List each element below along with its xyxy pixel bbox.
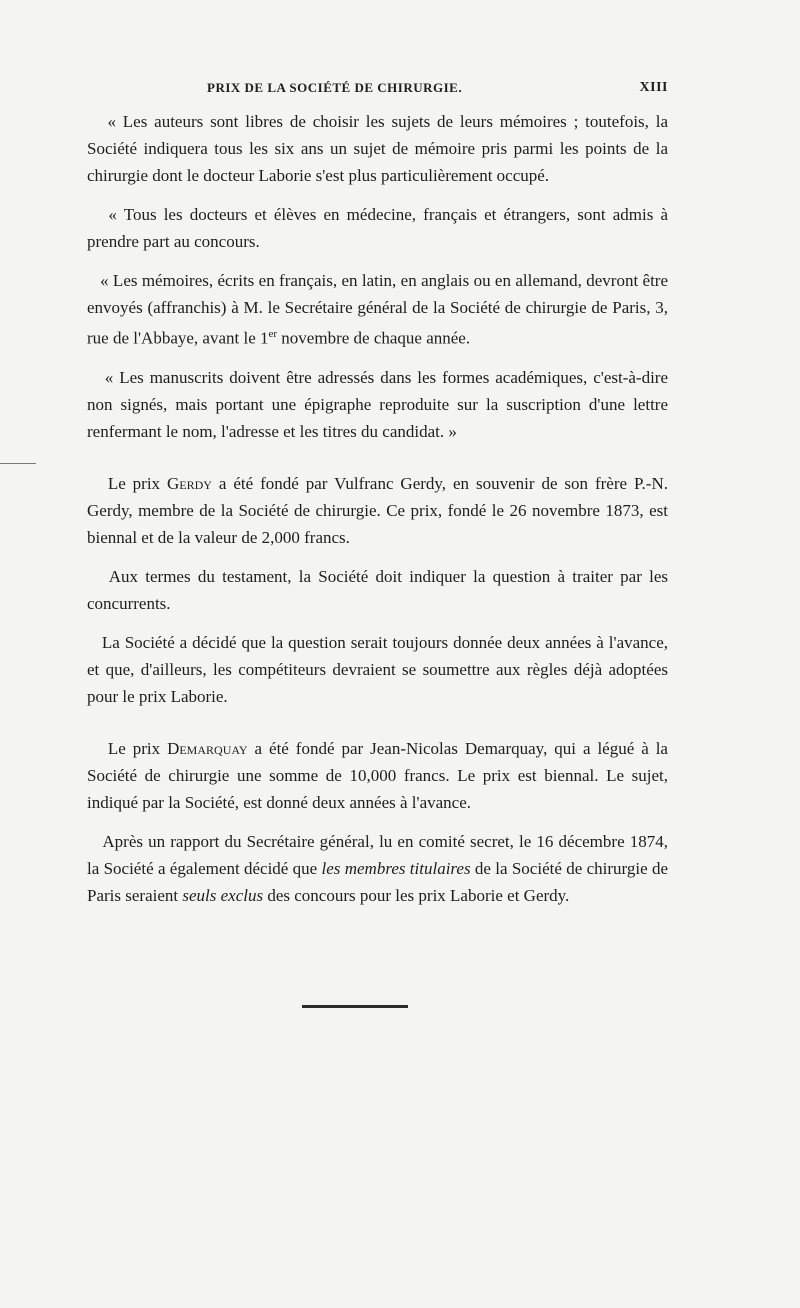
paragraph-exclusion: Après un rapport du Secrétaire général, lu en comité secret, le 16 décembre 1874, la Société a également décidé que les membres titulaires de la Société de chirurgie de Paris seraient seuls exclus des concours pour les prix Laborie et Gerdy. bbox=[87, 831, 668, 905]
paragraph-decision: La Société a décidé que la question serait toujours donnée deux années à l'avance, et que, d'ailleurs, les compétiteurs devraient se soumettre aux règles déjà adoptées pour le prix Laborie. bbox=[87, 632, 669, 706]
margin-mark bbox=[0, 463, 36, 464]
paragraph-subjects: « Les auteurs sont libres de choisir les sujets de leurs mémoires ; toutefois, la Société indiquera tous les six ans un sujet de mémoire pris parmi les points de la chirurgie dont le docteur Laborie s'est plus particulièrement occupé. bbox=[87, 112, 668, 185]
closing-rule bbox=[302, 1005, 408, 1008]
paragraph-gerdy-prize: Le prix Gerdy a été fondé par Vulfranc Gerdy, en souvenir de son frère P.-N. Gerdy, membre de la Société de chirurgie. Ce prix, fondé le 26 novembre 1873, est biennal et de la valeur de 2,000 francs. bbox=[87, 473, 668, 547]
running-title: PRIX DE LA SOCIÉTÉ DE CHIRURGIE. bbox=[207, 80, 463, 95]
paragraph-manuscripts: « Les manuscrits doivent être adressés dans les formes académiques, c'est-à-dire non signés, mais portant une épigraphe reproduite sur la suscription d'une lettre renfermant le nom, l'adresse et les titres du candidat. » bbox=[87, 367, 669, 441]
paragraph-demarquay-prize: Le prix Demarquay a été fondé par Jean-Nicolas Demarquay, qui a légué à la Société de chirurgie une somme de 10,000 francs. Le prix est biennal. Le sujet, indiqué par la Société, est donné deux années à l'avance. bbox=[87, 738, 668, 812]
page-number: XIII bbox=[639, 80, 668, 95]
paragraph-testament: Aux termes du testament, la Société doit indiquer la question à traiter par les concurrents. bbox=[87, 566, 668, 613]
paragraph-submission: « Les mémoires, écrits en français, en latin, en anglais ou en allemand, devront être envoyés (affranchis) à M. le Secrétaire général de la Société de chirurgie de Paris, 3, rue de l'Abbaye, avant le 1er novembre de chaque année. bbox=[87, 271, 668, 348]
paragraph-eligibility: « Tous les docteurs et élèves en médecine, français et étrangers, sont admis à prendre part au concours. bbox=[87, 205, 668, 251]
page-body bbox=[87, 108, 668, 909]
